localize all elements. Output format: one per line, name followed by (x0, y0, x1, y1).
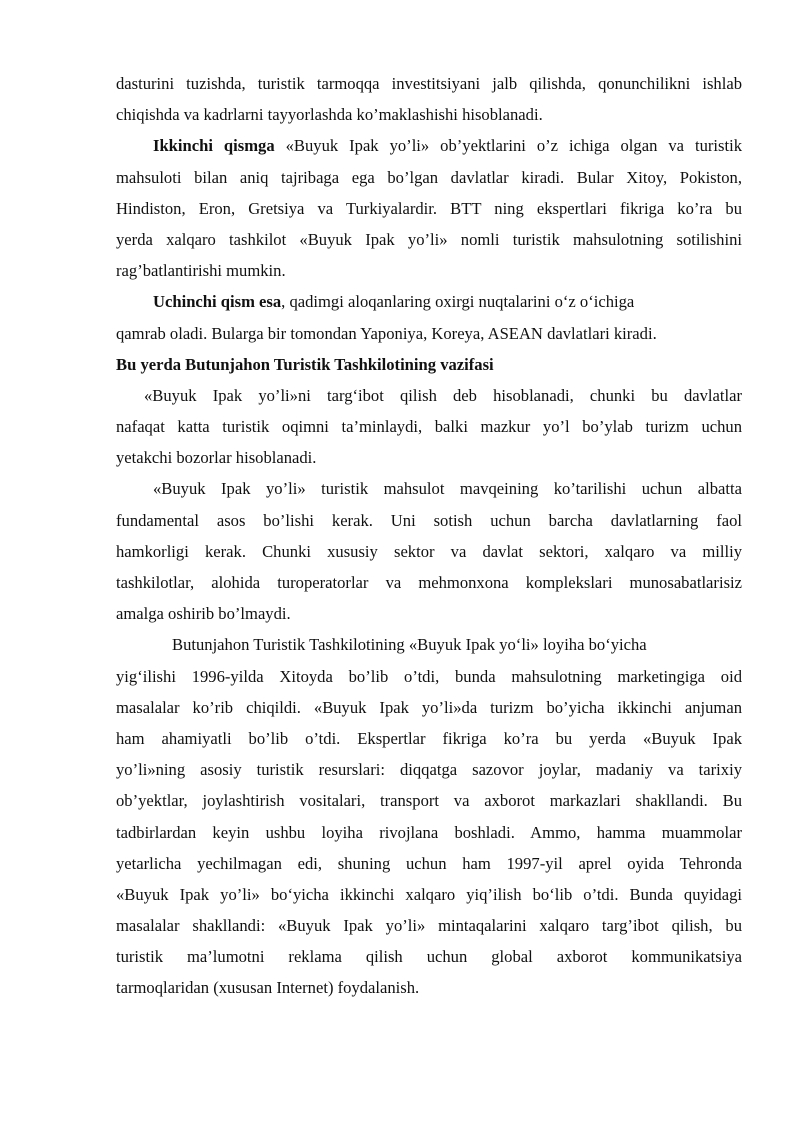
text-line: amalga oshirib bo’lmaydi. (116, 604, 291, 624)
text-line: Hindiston, Eron, Gretsiya va Turkiyalardir. BTT ning ekspertlari fikriga ko’ra bu (116, 198, 742, 218)
text-line: masalalar ko’rib chiqildi. «Buyuk Ipak yo’li»da turizm bo’yicha ikkinchi anjuman (116, 697, 742, 717)
text-line: chiqishda va kadrlarni tayyorlashda ko’maklashishi hisoblanadi. (116, 105, 543, 125)
text-line: yetakchi bozorlar hisoblanadi. (116, 448, 317, 468)
text-line: Butunjahon Turistik Tashkilotining «Buyuk Ipak yo‘li» loyiha bo‘yicha (172, 635, 647, 655)
bold-phrase: Uchinchi qism esa (153, 292, 282, 312)
text-line: fundamental asos bo’lishi kerak. Uni sotish uchun barcha davlatlarning faol (116, 510, 742, 530)
text-line: turistik ma’lumotni reklama qilish uchun global axborot kommunikatsiya (116, 947, 742, 967)
text-line: ob’yektlar, joylashtirish vositalari, transport va axborot markazlari shakllandi. Bu (116, 791, 742, 811)
text-line: tarmoqlaridan (xususan Internet) foydalanish. (116, 978, 420, 998)
text-line: qamrab oladi. Bularga bir tomondan Yaponiya, Koreya, ASEAN davlatlari kiradi. (116, 323, 657, 343)
text-line: yerda xalqaro tashkilot «Buyuk Ipak yo’li» nomli turistik mahsulotning sotilishini (116, 229, 742, 249)
text-line (116, 130, 742, 161)
line-text: , qadimgi aloqanlaring oxirgi nuqtalarini o‘z o‘ichiga (281, 292, 635, 312)
text-line: hamkorligi kerak. Chunki xususiy sektor va davlat sektori, xalqaro va milliy (116, 541, 742, 561)
text-line: yig‘ilishi 1996-yilda Xitoyda bo’lib o’tdi, bunda mahsulotning marketingiga oid (116, 666, 742, 686)
text-line: nafaqat katta turistik oqimni ta’minlaydi, balki mazkur yo’l bo’ylab turizm uchun (116, 417, 742, 437)
text-line: «Buyuk Ipak yo’li» turistik mahsulot mavqeining ko’tarilishi uchun albatta (153, 479, 742, 499)
line-text: «Buyuk Ipak yo’li» ob’yektlarini o’z ichiga olgan va turistik (274, 136, 742, 156)
text-line: mahsuloti bilan aniq tajribaga ega bo’lgan davlatlar kiradi. Bular Xitoy, Pokiston, (116, 167, 742, 187)
heading-text: Bu yerda Butunjahon Turistik Tashkilotining vazifasi (116, 354, 494, 374)
text-line: masalalar shakllandi: «Buyuk Ipak yo’li» mintaqalarini xalqaro targ’ibot qilish, bu (116, 916, 742, 936)
text-line: rag’batlantirishi mumkin. (116, 261, 286, 281)
text-line: yo’li»ning asosiy turistik resurslari: diqqatga sazovor joylar, madaniy va tarixiy (116, 760, 742, 780)
text-line: tashkilotlar, alohida turoperatorlar va mehmonxona komplekslari munosabatlarisiz (116, 573, 742, 592)
text-line: «Buyuk Ipak yo’li» bo‘yicha ikkinchi xalqaro yiq’ilish bo‘lib o’tdi. Bunda quyidagi (116, 884, 742, 904)
text-line: tadbirlardan keyin ushbu loyiha rivojlana boshladi. Ammo, hamma muammolar (116, 822, 742, 842)
section-heading (116, 349, 742, 380)
text-line (116, 286, 742, 317)
text-line: yetarlicha yechilmagan edi, shuning uchun ham 1997-yil aprel oyida Tehronda (116, 853, 742, 873)
text-line: dasturini tuzishda, turistik tarmoqqa investitsiyani jalb qilishda, qonunchilikni ishlab (116, 74, 742, 93)
text-line: «Buyuk Ipak yo’li»ni targ‘ibot qilish deb hisoblanadi, chunki bu davlatlar (144, 385, 742, 405)
text-line: ham ahamiyatli bo’lib o’tdi. Ekspertlar fikriga ko’ra bu yerda «Buyuk Ipak (116, 728, 742, 748)
bold-phrase: Ikkinchi qismga (153, 136, 275, 156)
document-page (116, 68, 742, 1004)
